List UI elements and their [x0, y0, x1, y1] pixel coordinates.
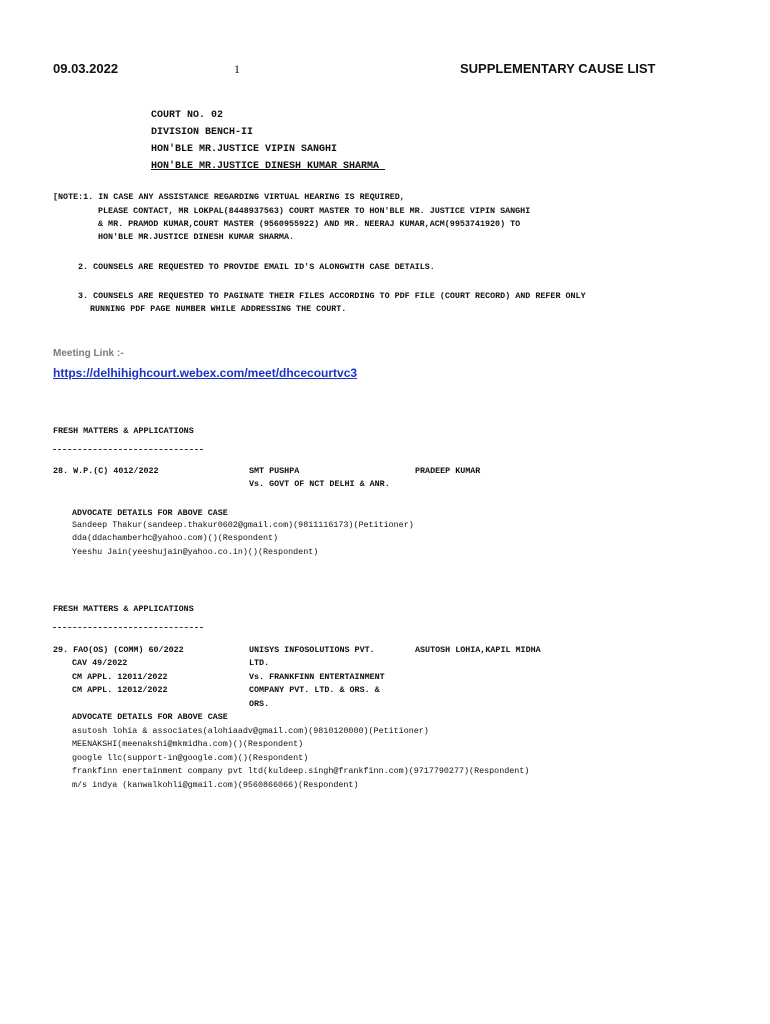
- page-number: 1: [234, 62, 240, 76]
- note-1-line-3: & MR. PRAMOD KUMAR,COURT MASTER (9560955922) AND MR. NEERAJ KUMAR,ACM(9953741920) TO: [98, 219, 521, 229]
- list-date: 09.03.2022: [53, 61, 119, 76]
- section-heading: FRESH MATTERS & APPLICATIONS: [53, 604, 194, 614]
- judge-1: HON'BLE MR.JUSTICE VIPIN SANGHI: [151, 144, 338, 155]
- party-line: LTD.: [249, 658, 270, 668]
- division-bench: DIVISION BENCH-II: [151, 127, 254, 138]
- party-line: UNISYS INFOSOLUTIONS PVT.: [249, 645, 375, 655]
- advocate-detail: frankfinn enertainment company pvt ltd(kuldeep.singh@frankfinn.com)(9717790277)(Respondent): [72, 766, 530, 776]
- advocate-detail: MEENAKSHI(meenakshi@mkmidha.com)()(Respondent): [72, 739, 304, 749]
- judge-2: HON'BLE MR.JUSTICE DINESH KUMAR SHARMA: [151, 161, 386, 172]
- advocate-detail: Yeeshu Jain(yeeshujain@yahoo.co.in)()(Respondent): [72, 547, 319, 557]
- advocate-detail: m/s indya (kanwalkohli@gmail.com)(9560866066)(Respondent): [72, 780, 359, 790]
- section-divider: [53, 627, 203, 628]
- party-line: ORS.: [249, 699, 270, 709]
- section-heading: FRESH MATTERS & APPLICATIONS: [53, 426, 194, 436]
- note-1-line-2: PLEASE CONTACT, MR LOKPAL(8448937563) COURT MASTER TO HON'BLE MR. JUSTICE VIPIN SANGHI: [98, 206, 531, 216]
- sub-case: CAV 49/2022: [72, 658, 128, 668]
- case-number: 29. FAO(OS) (COMM) 60/2022: [53, 645, 184, 655]
- sub-case: CM APPL. 12011/2022: [72, 672, 168, 682]
- advocate-details-heading: ADVOCATE DETAILS FOR ABOVE CASE: [72, 508, 228, 518]
- case-advocate: ASUTOSH LOHIA,KAPIL MIDHA: [415, 645, 541, 655]
- meeting-link-label: Meeting Link :-: [53, 348, 124, 359]
- advocate-detail: asutosh lohia & associates(alohiaadv@gmail.com)(9810120000)(Petitioner): [72, 726, 429, 736]
- advocate-detail: Sandeep Thakur(sandeep.thakur0602@gmail.com)(9811116173)(Petitioner): [72, 520, 414, 530]
- petitioner-name: SMT PUSHPA: [249, 466, 300, 476]
- sub-case: CM APPL. 12012/2022: [72, 685, 168, 695]
- note-1-line-1: [NOTE:1. IN CASE ANY ASSISTANCE REGARDING VIRTUAL HEARING IS REQUIRED,: [53, 192, 405, 202]
- case-advocate: PRADEEP KUMAR: [415, 466, 481, 476]
- advocate-details-heading: ADVOCATE DETAILS FOR ABOVE CASE: [72, 712, 228, 722]
- note-3-line-1: 3. COUNSELS ARE REQUESTED TO PAGINATE THEIR FILES ACCORDING TO PDF FILE (COURT RECORD) AND REFER ONLY: [78, 291, 586, 301]
- advocate-detail: dda(ddachamberhc@yahoo.com)()(Respondent): [72, 533, 279, 543]
- advocate-detail: google llc(support-in@google.com)()(Respondent): [72, 753, 309, 763]
- case-number: 28. W.P.(C) 4012/2022: [53, 466, 159, 476]
- page-title: SUPPLEMENTARY CAUSE LIST: [460, 61, 656, 76]
- note-1-line-4: HON'BLE MR.JUSTICE DINESH KUMAR SHARMA.: [98, 232, 295, 242]
- note-2: 2. COUNSELS ARE REQUESTED TO PROVIDE EMAIL ID'S ALONGWITH CASE DETAILS.: [78, 262, 435, 272]
- section-divider: [53, 449, 203, 450]
- meeting-link[interactable]: https://delhihighcourt.webex.com/meet/dhcecourtvc3: [53, 366, 358, 380]
- party-line: COMPANY PVT. LTD. & ORS. &: [249, 685, 380, 695]
- note-3-line-2: RUNNING PDF PAGE NUMBER WHILE ADDRESSING THE COURT.: [90, 304, 347, 314]
- party-line: Vs. FRANKFINN ENTERTAINMENT: [249, 672, 385, 682]
- court-number: COURT NO. 02: [151, 110, 224, 121]
- respondent-name: Vs. GOVT OF NCT DELHI & ANR.: [249, 479, 390, 489]
